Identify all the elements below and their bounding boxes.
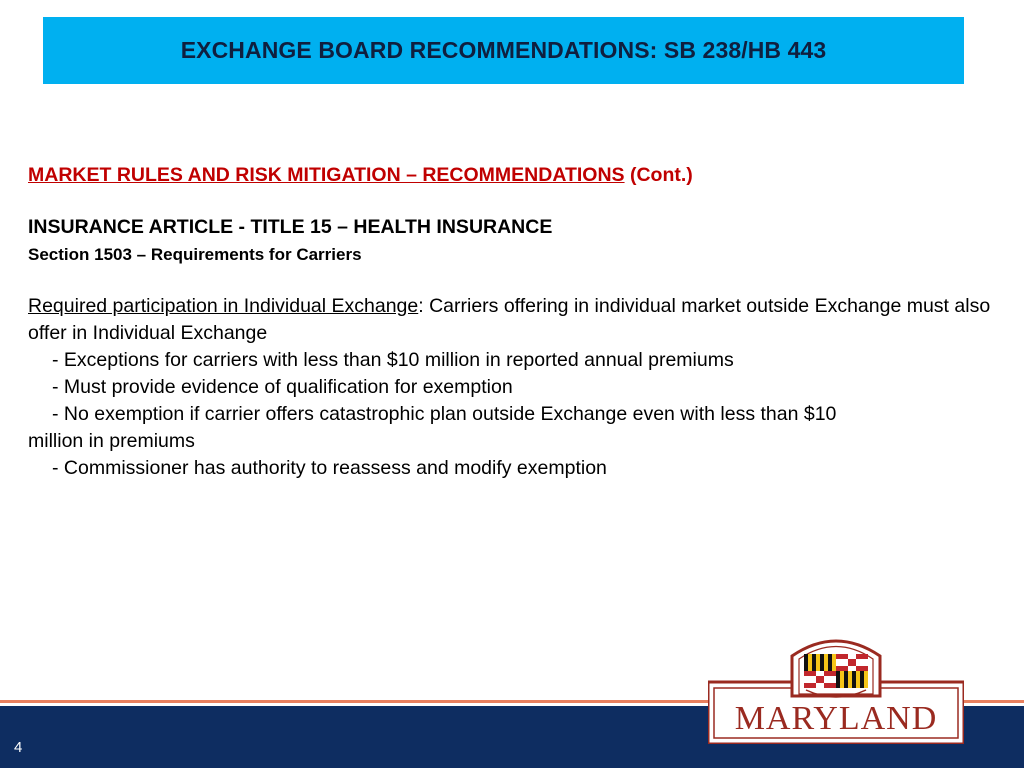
requirement-paragraph: [28, 293, 1003, 347]
page-number: 4: [14, 739, 23, 756]
bullet-item: - Commissioner has authority to reassess and modify exemption: [52, 457, 607, 479]
maryland-logo: [708, 632, 964, 744]
section-heading: [28, 162, 1003, 189]
article-heading: INSURANCE ARTICLE - TITLE 15 – HEALTH INSURANCE: [28, 216, 553, 238]
bullet-item: - No exemption if carrier offers catastrophic plan outside Exchange even with less than $10: [52, 403, 837, 425]
flag-icon: [804, 654, 868, 688]
requirement-text: : Carriers offering in individual market outside Exchange must also offer in Individual Exchange: [28, 295, 991, 344]
maryland-wordmark: MARYLAND: [734, 700, 938, 737]
title-bar: [43, 17, 964, 84]
section-heading-text: MARKET RULES AND RISK MITIGATION – RECOMMENDATIONS: [28, 164, 625, 186]
slide-title: EXCHANGE BOARD RECOMMENDATIONS: SB 238/HB 443: [180, 37, 827, 63]
seal-text: FOUNDED 1634: [818, 694, 854, 699]
requirement-label: Required participation in Individual Exchange: [28, 295, 419, 317]
bullet-continuation: million in premiums: [28, 430, 195, 452]
section-subheading: Section 1503 – Requirements for Carriers: [28, 245, 362, 264]
slide-content: [28, 162, 1003, 482]
bullet-item: - Must provide evidence of qualification for exemption: [52, 376, 513, 398]
section-heading-suffix: (Cont.): [624, 164, 693, 186]
bullet-item: - Exceptions for carriers with less than $10 million in reported annual premiums: [52, 349, 734, 371]
